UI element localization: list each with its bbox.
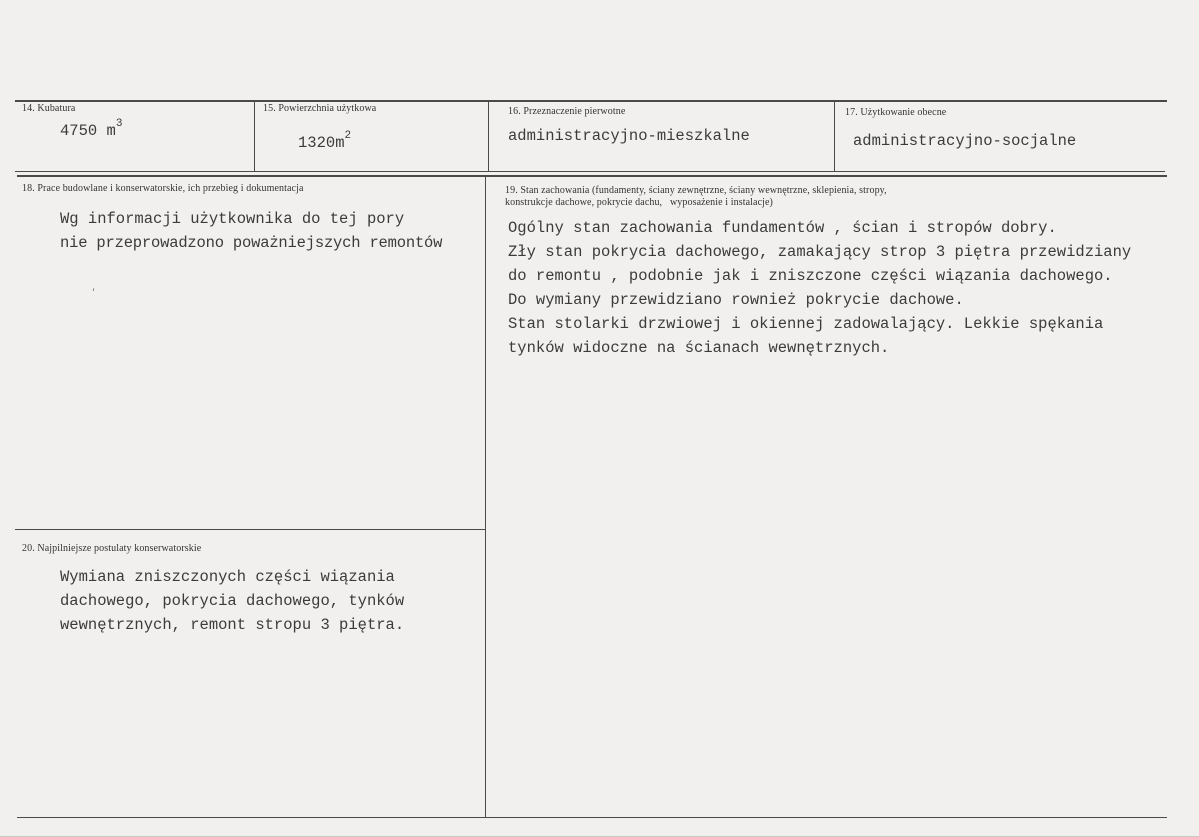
stan-line-4: Do wymiany przewidziano rownież pokrycie dachowe. xyxy=(508,291,964,309)
postulaty-line-1: Wymiana zniszczonych części wiązania xyxy=(60,568,395,586)
column-divider-3 xyxy=(834,101,835,172)
stan-line-6: tynków widoczne na ścianach wewnętrznych. xyxy=(508,339,890,357)
przeznaczenie-label: 16. Przeznaczenie pierwotne xyxy=(508,106,626,117)
postulaty-label: 20. Najpilniejsze postulaty konserwatorskie xyxy=(22,543,202,554)
stan-line-1: Ogólny stan zachowania fundamentów , ścian i stropów dobry. xyxy=(508,219,1057,237)
postulaty-separator xyxy=(15,529,485,530)
postulaty-line-2: dachowego, pokrycia dachowego, tynków xyxy=(60,592,405,610)
top-rule xyxy=(15,100,1167,102)
kubatura-number: 4750 m xyxy=(60,122,116,141)
prace-line-1: Wg informacji użytkownika do tej pory xyxy=(60,210,405,228)
uzytkowanie-value: administracyjno-socjalne xyxy=(853,132,1077,150)
bottom-rule xyxy=(17,817,1167,818)
column-divider-2 xyxy=(488,101,489,172)
row-separator-2 xyxy=(17,175,1167,177)
stan-label-line-2: konstrukcje dachowe, pokrycie dachu, wyposażenie i instalacje) xyxy=(505,197,773,208)
column-divider-1 xyxy=(254,101,255,172)
stan-line-3: do remontu , podobnie jak i zniszczone części wiązania dachowego. xyxy=(508,267,1113,285)
stan-line-5: Stan stolarki drzwiowej i okiennej zadowalający. Lekkie spękania xyxy=(508,315,1104,333)
przeznaczenie-value: administracyjno-mieszkalne xyxy=(508,127,750,145)
main-column-divider xyxy=(485,176,486,818)
postulaty-text xyxy=(60,565,404,637)
row-separator-1 xyxy=(15,171,1165,172)
stan-line-2: Zły stan pokrycia dachowego, zamakający strop 3 piętra przewidziany xyxy=(508,243,1132,261)
pen-mark: ʹ xyxy=(92,287,96,300)
postulaty-line-3: wewnętrznych, remont stropu 3 piętra. xyxy=(60,616,405,634)
stan-label xyxy=(505,185,887,209)
prace-label: 18. Prace budowlane i konserwatorskie, ich przebieg i dokumentacja xyxy=(22,183,304,194)
powierzchnia-value xyxy=(298,129,351,153)
stan-text xyxy=(508,216,1131,360)
powierzchnia-number: 1320m xyxy=(298,134,345,153)
kubatura-label: 14. Kubatura xyxy=(22,103,76,114)
stan-label-line-1: 19. Stan zachowania (fundamenty, ściany zewnętrzne, ściany wewnętrzne, sklepienia, stropy, xyxy=(505,185,887,196)
powierzchnia-unit-sup: 2 xyxy=(344,130,352,142)
prace-line-2: nie przeprowadzono poważniejszych remontów xyxy=(60,234,443,252)
prace-text xyxy=(60,207,442,255)
kubatura-unit-sup: 3 xyxy=(115,118,123,130)
powierzchnia-label: 15. Powierzchnia użytkowa xyxy=(263,103,377,114)
uzytkowanie-label: 17. Użytkowanie obecne xyxy=(845,107,947,118)
kubatura-value xyxy=(60,117,122,141)
